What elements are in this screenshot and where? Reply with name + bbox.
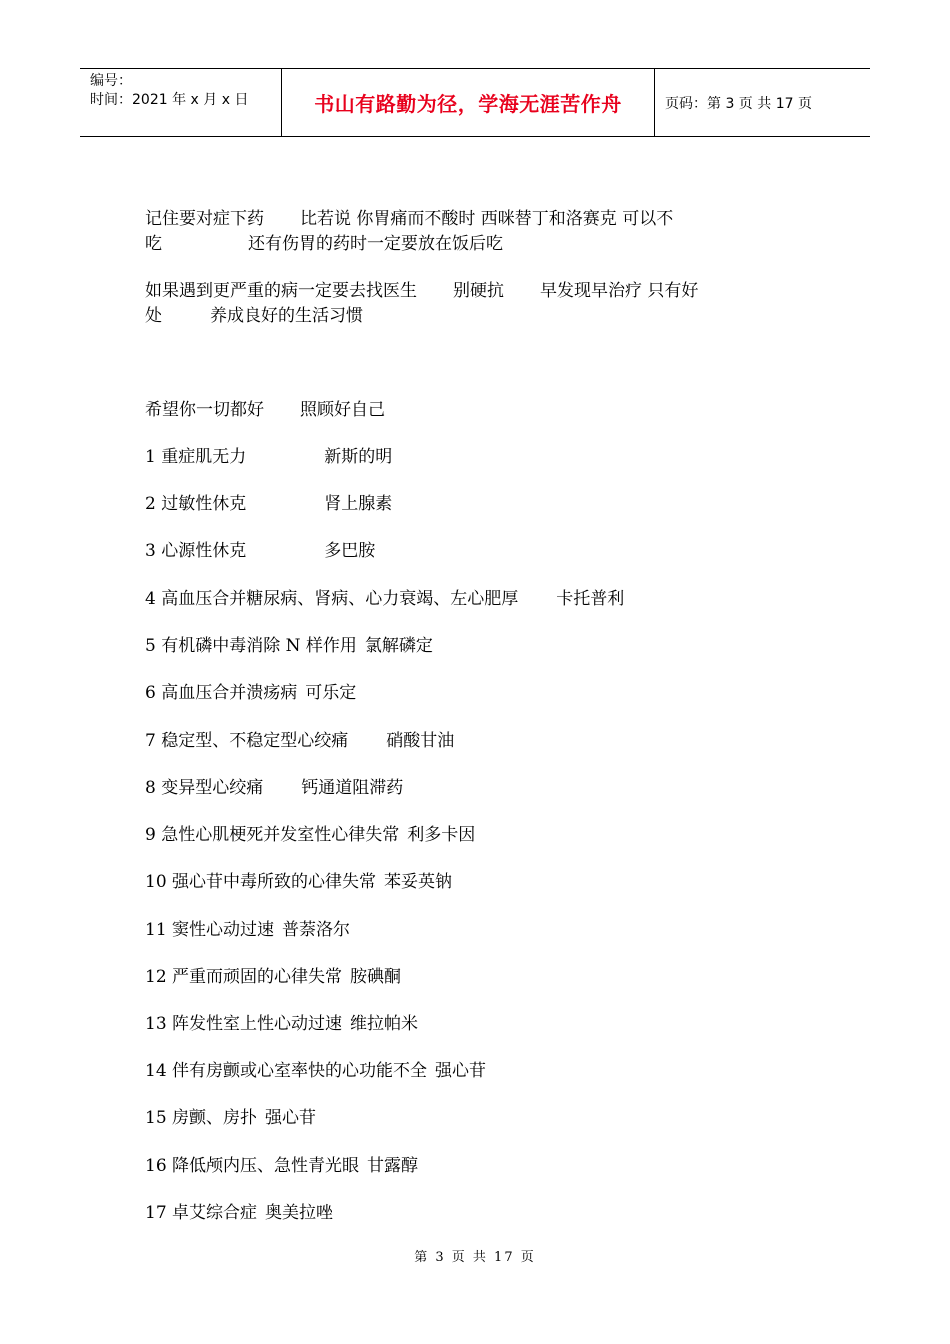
paragraph-2-line-2 [145,304,363,328]
header-page-info: 页码：第 3 页 共 17 页 [665,95,812,112]
list-item [145,823,475,847]
paragraph-2-line-1 [145,279,698,303]
disease-text: 10 强心苷中毒所致的心律失常 [145,872,377,892]
list-item [145,776,403,800]
paragraph-text: 如果遇到更严重的病一定要去找医生 [145,281,417,301]
disease-text: 2 过敏性休克 [145,494,247,514]
paragraph-text: 别硬抗 [453,281,504,301]
drug-text: 苯妥英钠 [384,872,453,892]
page-footer: 第 3 页 共 17 页 [414,1250,536,1265]
list-item [145,681,356,705]
header-motto: 书山有路勤为径，学海无涯苦作舟 [282,69,655,136]
list-item [145,965,401,989]
list-item [145,729,454,753]
paragraph-1-line-1 [145,207,673,231]
list-item [145,1106,316,1130]
disease-text: 16 降低颅内压、急性青光眼 [145,1156,360,1176]
drug-text: 维拉帕米 [350,1014,419,1034]
paragraph-text: 记住要对症下药 [145,209,264,229]
disease-text: 17 卓艾综合症 [145,1203,258,1223]
drug-text: 硝酸甘油 [386,731,455,751]
document-header [80,68,870,137]
time-label: 时间：2021 年 x 月 x 日 [90,92,249,108]
drug-text: 利多卡因 [407,825,476,845]
disease-text: 5 有机磷中毒消除 N 样作用 [145,636,357,656]
disease-text: 1 重症肌无力 [145,447,247,467]
list-item [145,539,375,563]
disease-text: 6 高血压合并溃疡病 [145,683,298,703]
list-item [145,587,624,611]
disease-text: 15 房颤、房扑 [145,1108,258,1128]
drug-text: 强心苷 [435,1061,487,1081]
paragraph-text: 吃 [145,234,162,254]
list-item [145,1059,486,1083]
drug-text: 奥美拉唑 [265,1203,334,1223]
list-item [145,870,452,894]
drug-text: 新斯的明 [324,447,393,467]
paragraph-text: 早发现早治疗 只有好 [540,281,699,301]
paragraph-text: 养成良好的生活习惯 [210,306,363,326]
drug-text: 强心苷 [265,1108,317,1128]
number-label: 编号： [90,73,132,89]
paragraph-text: 还有伤胃的药时一定要放在饭后吃 [248,234,503,254]
paragraph-text: 比若说 你胃痛而不酸时 西咪替丁和洛赛克 可以不 [300,209,674,229]
list-item [145,1201,333,1225]
drug-text: 氯解磷定 [364,636,433,656]
disease-text: 13 阵发性室上性心动过速 [145,1014,343,1034]
list-item [145,634,433,658]
paragraph-1-line-2 [145,232,503,256]
drug-text: 肾上腺素 [324,494,393,514]
drug-text: 普萘洛尔 [282,920,351,940]
list-item [145,445,392,469]
disease-text: 12 严重而顽固的心律失常 [145,967,343,987]
disease-text: 11 窦性心动过速 [145,920,275,940]
drug-text: 卡托普利 [556,589,625,609]
drug-text: 多巴胺 [324,541,376,561]
list-item [145,1154,418,1178]
paragraph-text: 处 [145,306,162,326]
list-item [145,918,350,942]
drug-text: 胺碘酮 [350,967,402,987]
disease-text: 9 急性心肌梗死并发室性心律失常 [145,825,400,845]
drug-text: 甘露醇 [367,1156,419,1176]
disease-text: 7 稳定型、不稳定型心绞痛 [145,731,349,751]
disease-text: 3 心源性休克 [145,541,247,561]
drug-text: 可乐定 [305,683,357,703]
disease-text: 4 高血压合并糖尿病、肾病、心力衰竭、左心肥厚 [145,589,519,609]
header-meta-cell [80,69,282,136]
wish-text: 照顾好自己 [300,400,385,420]
wish-line [145,398,385,422]
list-item [145,1012,418,1036]
drug-text: 钙通道阻滞药 [301,778,404,798]
disease-text: 8 变异型心绞痛 [145,778,264,798]
list-item [145,492,392,516]
disease-text: 14 伴有房颤或心室率快的心功能不全 [145,1061,428,1081]
wish-text: 希望你一切都好 [145,400,264,420]
